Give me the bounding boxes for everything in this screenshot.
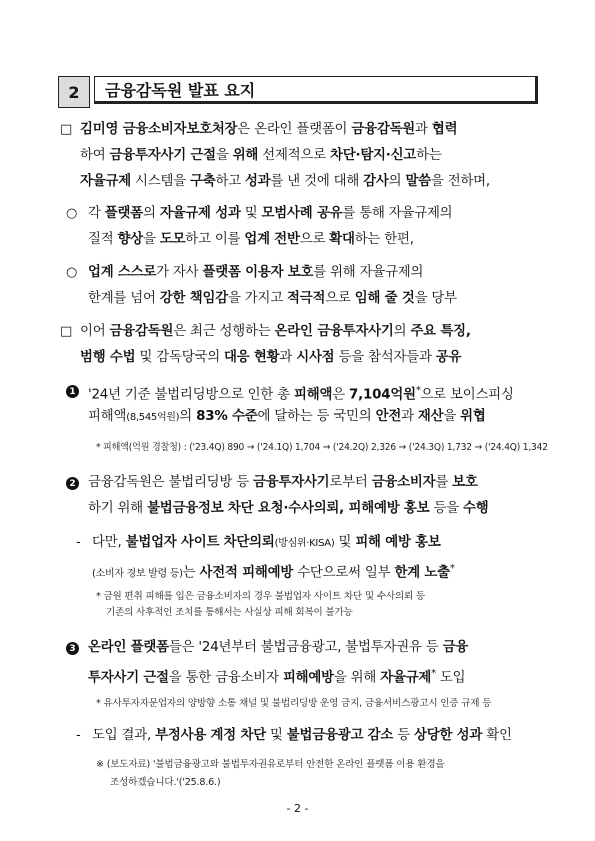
item-2-sub-line-1: 다만, 불법업자 사이트 차단의뢰(방심위·KISA) 및 피해 예방 홍보 (92, 535, 441, 550)
dash-bullet: - (76, 535, 81, 550)
paragraph-2-line-1: 각 플랫폼의 자율규제 성과 및 모범사례 공유를 통해 자율규제의 (88, 206, 453, 221)
press-release-reference-line-1: ※ (보도자료) '불법금융광고와 불법투자권유로부터 안전한 온라인 플랫폼 이용 환경을 (96, 759, 445, 770)
paragraph-2-line-2: 질적 향상을 도모하고 이를 업계 전반으로 확대하는 한편, (88, 232, 414, 247)
paragraph-1-line-1: 김미영 금융소비자보호처장은 온라인 플랫폼이 금융감독원과 협력 (80, 122, 458, 137)
number-1-icon: 1 (66, 385, 79, 398)
circle-bullet-icon: ○ (66, 265, 78, 280)
square-bullet-icon: □ (60, 122, 73, 137)
paragraph-4-line-1: 이어 금융감독원은 최근 성행하는 온라인 금융투자사기의 주요 특징, (80, 324, 471, 339)
number-3-icon: 3 (66, 642, 79, 655)
number-2-icon: 2 (66, 477, 79, 490)
item-3-footnote: * 유사투자자문업자의 양방향 소통 채널 및 불법리딩방 운영 금지, 금융서비스광고시 인증 규제 등 (96, 698, 492, 709)
item-2-sub-line-2: (소비자 경보 발령 등)는 사전적 피해예방 수단으로써 일부 한계 노출* (92, 563, 455, 581)
paragraph-3-line-2: 한계를 넘어 강한 책임감을 가지고 적극적으로 임해 줄 것을 당부 (88, 291, 457, 306)
item-1-line-2: 피해액(8,545억원)의 83% 수준에 달하는 등 국민의 안전과 재산을 위협 (88, 409, 486, 424)
item-1-line-1: '24년 기준 불법리딩방으로 인한 총 피해액은 7,104억원*으로 보이스피싱 (88, 385, 514, 403)
paragraph-4-line-2: 범행 수법 및 감독당국의 대응 현황과 시사점 등을 참석자들과 공유 (80, 350, 462, 365)
item-3-sub-line-1: 도입 결과, 부정사용 계정 차단 및 불법금융광고 감소 등 상당한 성과 확인 (92, 728, 512, 743)
paragraph-3-line-1: 업계 스스로가 자사 플랫폼 이용자 보호를 위해 자율규제의 (88, 265, 424, 280)
section-header (58, 76, 540, 108)
page-number: - 2 - (286, 802, 309, 815)
dash-bullet: - (76, 728, 81, 743)
item-2-line-2: 하기 위해 불법금융정보 차단 요청·수사의뢰, 피해예방 홍보 등을 수행 (88, 501, 489, 516)
item-3-line-2: 투자사기 근절을 통한 금융소비자 피해예방을 위해 자율규제* 도입 (88, 668, 466, 686)
paragraph-1-line-2: 하여 금융투자사기 근절을 위해 선제적으로 차단·탐지·신고하는 (80, 148, 442, 163)
paragraph-1-line-3: 자율규제 시스템을 구축하고 성과를 낸 것에 대해 감사의 말씀을 전하며, (80, 174, 490, 189)
item-2-footnote-line-1: * 금원 편취 피해를 입은 금융소비자의 경우 불법업자 사이트 차단 및 수사의뢰 등 (96, 591, 425, 602)
circle-bullet-icon: ○ (66, 206, 78, 221)
item-2-footnote-line-2: 기존의 사후적인 조치를 통해서는 사실상 피해 회복이 불가능 (106, 607, 353, 618)
section-number: 2 (58, 76, 90, 108)
item-1-footnote: * 피해액(억원 경찰청) : ('23.4Q) 890 → ('24.1Q) 1,704 → ('24.2Q) 2,326 → ('24.3Q) 1,732 → ('24.4Q) 1,342 (96, 442, 548, 453)
square-bullet-icon: □ (60, 324, 73, 339)
item-2-line-1: 금융감독원은 불법리딩방 등 금융투자사기로부터 금융소비자를 보호 (88, 475, 478, 490)
section-title: 금융감독원 발표 요지 (94, 76, 538, 104)
item-3-line-1: 온라인 플랫폼들은 '24년부터 불법금융광고, 불법투자권유 등 금융 (88, 640, 469, 655)
press-release-reference-line-2: 조성하겠습니다.'('25.8.6.) (110, 777, 221, 788)
